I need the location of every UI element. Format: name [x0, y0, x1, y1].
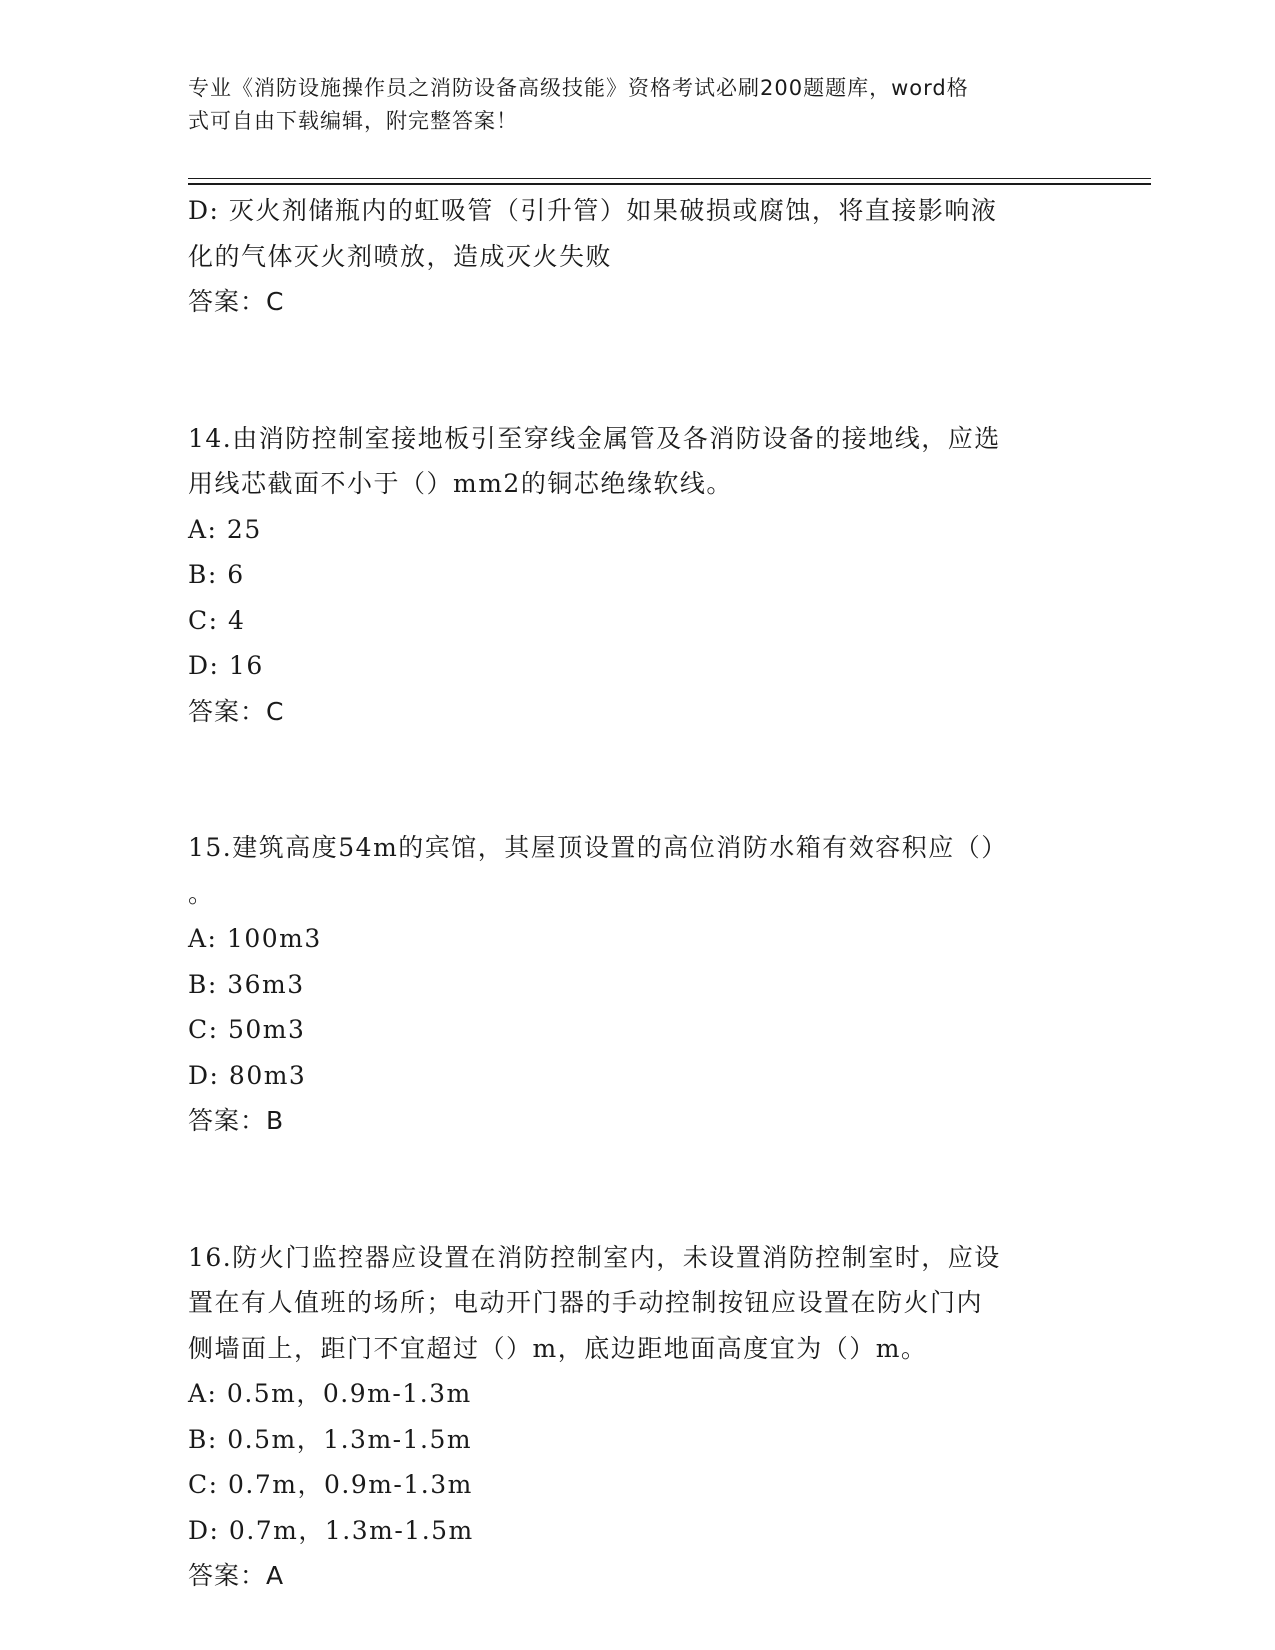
option-c: C: 4 [188, 605, 246, 635]
option-d: D: 80m3 [188, 1060, 307, 1090]
answer-label: 答案：B [188, 1106, 285, 1135]
option-c: C: 0.7m，0.9m-1.3m [188, 1470, 473, 1499]
question-list [188, 188, 1088, 1599]
header-title-line-1: 专业《消防设施操作员之消防设备高级技能》资格考试必刷200题题库，word格 [188, 76, 969, 100]
option-c: C: 50m3 [188, 1015, 306, 1044]
answer-label: 答案：C [188, 696, 285, 726]
option-b: B: 36m3 [188, 969, 305, 999]
question-stem-line-2: 。 [188, 878, 215, 908]
option-a: A: 100m3 [188, 924, 322, 953]
option-b: B: 6 [188, 560, 245, 589]
header-divider-thick [188, 183, 1151, 185]
option-b: B: 0.5m，1.3m-1.5m [188, 1424, 473, 1454]
question-block-16 [188, 1235, 1088, 1599]
question-block-14 [188, 416, 1088, 735]
document-header [188, 72, 1068, 138]
option-d-line-1: D: 灭火剂储瓶内的虹吸管（引升管）如果破损或腐蚀，将直接影响液 [188, 196, 998, 225]
option-a: A: 25 [188, 514, 262, 544]
question-stem-line-2: 置在有人值班的场所；电动开门器的手动控制按钮应设置在防火门内 [188, 1288, 984, 1317]
answer-label: 答案：A [188, 1561, 285, 1590]
question-stem-line-1: 15.建筑高度54m的宾馆，其屋顶设置的高位消防水箱有效容积应（） [188, 833, 1008, 862]
header-divider-thin [188, 178, 1151, 179]
question-stem-line-1: 16.防火门监控器应设置在消防控制室内，未设置消防控制室时，应设 [188, 1242, 1001, 1272]
question-stem-line-3: 侧墙面上，距门不宜超过（）m，底边距地面高度宜为（）m。 [188, 1333, 928, 1363]
header-title-line-2: 式可自由下载编辑，附完整答案！ [188, 109, 518, 133]
option-a: A: 0.5m，0.9m-1.3m [188, 1379, 472, 1408]
answer-label: 答案：C [188, 287, 285, 316]
option-d-line-2: 化的气体灭火剂喷放，造成灭火失败 [188, 241, 613, 271]
question-stem-line-2: 用线芯截面不小于（）mm2的铜芯绝缘软线。 [188, 469, 733, 498]
question-block-13-tail [188, 188, 1088, 325]
option-d: D: 16 [188, 651, 264, 680]
question-block-15 [188, 825, 1088, 1144]
option-d: D: 0.7m，1.3m-1.5m [188, 1515, 474, 1545]
question-stem-line-1: 14.由消防控制室接地板引至穿线金属管及各消防设备的接地线，应选 [188, 423, 1001, 453]
